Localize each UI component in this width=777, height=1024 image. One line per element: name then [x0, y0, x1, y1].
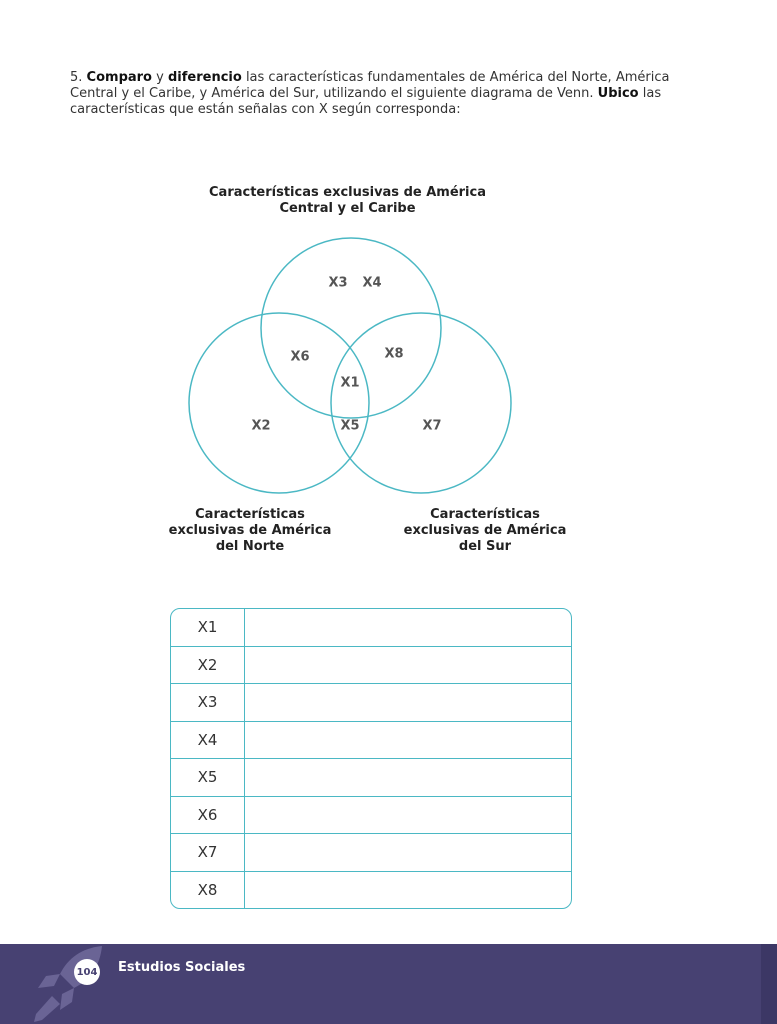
table-row	[171, 797, 571, 835]
rocket-icon	[30, 944, 120, 1024]
question-number: 5.	[70, 70, 83, 85]
circle-central-caribe	[261, 238, 441, 418]
row-key: X1	[171, 609, 245, 646]
answer-field[interactable]	[245, 759, 571, 796]
row-key: X8	[171, 872, 245, 910]
page-footer	[0, 944, 777, 1024]
region-x3: X3	[328, 275, 348, 291]
answer-field[interactable]	[245, 834, 571, 871]
verb-comparo: Comparo	[86, 70, 152, 85]
row-key: X3	[171, 684, 245, 721]
circle-north-america	[189, 313, 369, 493]
region-x5: X5	[340, 418, 360, 434]
label-south-america: Características exclusivas de América del Sur	[403, 507, 567, 554]
table-row	[171, 872, 571, 910]
table-row	[171, 684, 571, 722]
answer-field[interactable]	[245, 647, 571, 684]
region-x4: X4	[362, 275, 382, 291]
circle-south-america	[331, 313, 511, 493]
region-x8: X8	[384, 346, 404, 362]
verb-diferencio: diferencio	[167, 70, 242, 85]
row-key: X2	[171, 647, 245, 684]
table-row	[171, 722, 571, 760]
subject-title: Estudios Sociales	[118, 960, 246, 975]
answer-field[interactable]	[245, 872, 571, 910]
answer-field[interactable]	[245, 609, 571, 646]
region-x2: X2	[251, 418, 271, 434]
answer-table	[170, 608, 572, 909]
answer-field[interactable]	[245, 684, 571, 721]
table-row	[171, 647, 571, 685]
label-north-america: Características exclusivas de América del Norte	[168, 507, 332, 554]
row-key: X5	[171, 759, 245, 796]
label-central-caribe: Características exclusivas de América Central y el Caribe	[209, 185, 486, 216]
instruction-body-2: las características que están señalas con X según corresponda:	[70, 86, 662, 117]
table-row	[171, 834, 571, 872]
footer-stripe	[761, 944, 777, 1024]
answer-field[interactable]	[245, 722, 571, 759]
instruction-text	[70, 70, 670, 118]
region-x7: X7	[422, 418, 442, 434]
verb-ubico: Ubico	[597, 86, 639, 101]
instruction-body: las características fundamentales de América del Norte, América Central y el Caribe, y América del Sur, utilizando el siguiente diagrama de Venn.	[70, 70, 670, 101]
connector: y	[156, 70, 164, 85]
table-row	[171, 759, 571, 797]
venn-diagram	[150, 170, 567, 570]
table-row	[171, 609, 571, 647]
row-key: X4	[171, 722, 245, 759]
page-number: 104	[74, 959, 100, 985]
region-x1: X1	[340, 375, 360, 391]
row-key: X6	[171, 797, 245, 834]
answer-field[interactable]	[245, 797, 571, 834]
region-x6: X6	[290, 349, 310, 365]
row-key: X7	[171, 834, 245, 871]
